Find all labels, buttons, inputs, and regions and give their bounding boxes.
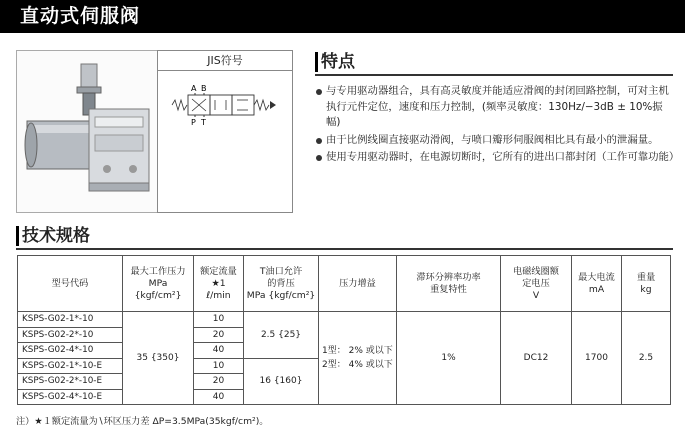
header-hysteresis: 滞环分辨率功率 重复特性: [397, 256, 501, 312]
jis-label: JIS符号: [158, 51, 292, 71]
header-model: 型号代码: [18, 256, 123, 312]
port-a-label: A: [191, 84, 197, 93]
product-photo: [16, 50, 158, 213]
flow-cell: 40: [194, 389, 244, 405]
max-pressure-cell: 35 {350}: [123, 312, 194, 405]
header-max-current: 最大电流 mA: [572, 256, 622, 312]
model-cell: KSPS-G02-4*-10-E: [18, 389, 123, 405]
feature-item: 与专用驱动器组合，具有高灵敏度并能适应滑阀的封闭回路控制，可对主机执行元件定位，速度和压力控制，(频率灵敏度：130Hz/−3dB ± 10%振幅): [314, 84, 676, 131]
spec-table: [17, 255, 671, 405]
table-row: [18, 312, 671, 328]
max-current-cell: 1700: [572, 312, 622, 405]
header-coil-voltage: 电磁线圈额 定电压 V: [501, 256, 572, 312]
header-back-pressure: T油口允许 的背压 MPa {kgf/cm²}: [244, 256, 319, 312]
header-max-pressure: 最大工作压力 MPa {kgf/cm²}: [123, 256, 194, 312]
pressure-gain-cell: 1型： 2% 或以下 2型： 4% 或以下: [319, 312, 397, 405]
flow-cell: 10: [194, 312, 244, 328]
footnote: 注）★１额定流量为∖环区压力差 ΔP=3.5MPa(35kgf/cm²)。: [16, 416, 269, 427]
port-b-label: B: [201, 84, 207, 93]
header-weight: 重量 kg: [622, 256, 671, 312]
port-p-label: P: [191, 118, 196, 127]
features-list: [314, 84, 680, 168]
back-pressure-cell: 16 {160}: [244, 358, 319, 405]
flow-cell: 40: [194, 343, 244, 359]
header-rated-flow: 额定流量 ★1 ℓ/min: [194, 256, 244, 312]
model-cell: KSPS-G02-1*-10-E: [18, 358, 123, 374]
port-t-label: T: [201, 118, 206, 127]
flow-cell: 20: [194, 374, 244, 390]
coil-voltage-cell: DC12: [501, 312, 572, 405]
model-cell: KSPS-G02-2*-10-E: [18, 374, 123, 390]
flow-cell: 10: [194, 358, 244, 374]
jis-symbol-panel: [157, 50, 293, 213]
servo-valve-illustration: [17, 51, 157, 212]
page-title: 直动式伺服阀: [0, 0, 685, 33]
flow-cell: 20: [194, 327, 244, 343]
valve-symbol-icon: [170, 83, 282, 127]
feature-item: 由于比例线圈直接驱动滑阀，与喷口瓣形伺服阀相比具有最小的泄漏量。: [314, 133, 676, 149]
header-pressure-gain: 压力增益: [319, 256, 397, 312]
specs-heading: 技术规格: [16, 224, 673, 250]
back-pressure-cell: 2.5 {25}: [244, 312, 319, 359]
features-heading: 特点: [315, 50, 673, 76]
model-cell: KSPS-G02-2*-10: [18, 327, 123, 343]
model-cell: KSPS-G02-1*-10: [18, 312, 123, 328]
model-cell: KSPS-G02-4*-10: [18, 343, 123, 359]
hysteresis-cell: 1%: [397, 312, 501, 405]
weight-cell: 2.5: [622, 312, 671, 405]
feature-item: 使用专用驱动器时，在电源切断时，它所有的进出口都封闭（工作可靠功能）: [314, 150, 676, 166]
table-header-row: [18, 256, 671, 312]
